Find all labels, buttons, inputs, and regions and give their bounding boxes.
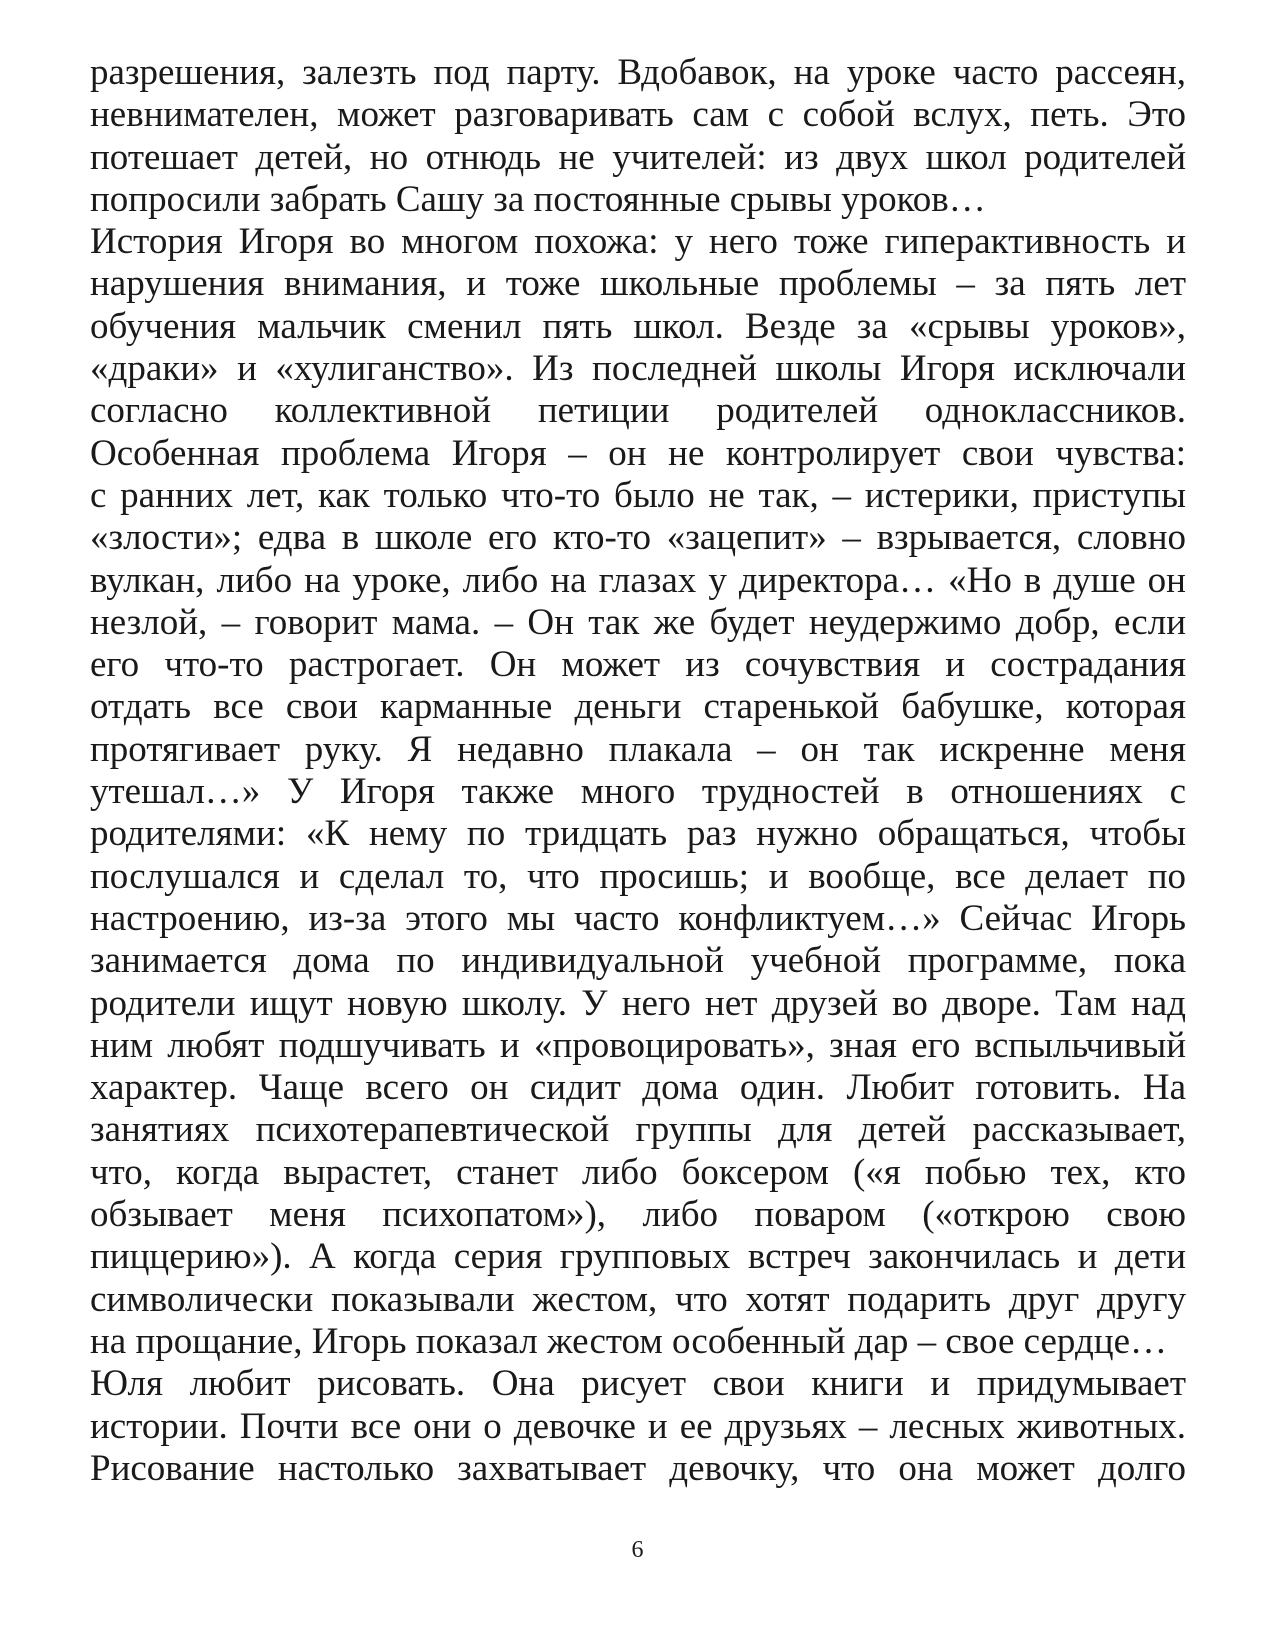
text-line: символически показывали жестом, что хотят подарить друг другу	[90, 1278, 1186, 1320]
text-line: Особенная проблема Игоря – он не контролирует свои чувства:	[90, 432, 1186, 474]
text-line: настроению, из-за этого мы часто конфликтуем…» Сейчас Игорь	[90, 897, 1186, 939]
text-line: его что-то растрогает. Он может из сочувствия и сострадания	[90, 644, 1186, 686]
text-line: «драки» и «хулиганство». Из последней школы Игоря исключали	[90, 348, 1186, 390]
text-line: истории. Почти все они о девочке и ее друзьях – лесных животных.	[90, 1405, 1186, 1447]
text-line: согласно коллективной петиции родителей одноклассников.	[90, 390, 1186, 432]
text-line: послушался и сделал то, что просишь; и вообще, все делает по	[90, 855, 1186, 897]
text-line: ним любят подшучивать и «провоцировать», зная его вспыльчивый	[90, 1024, 1186, 1066]
text-line: родителями: «К нему по тридцать раз нужно обращаться, чтобы	[90, 813, 1186, 855]
text-line: родители ищут новую школу. У него нет друзей во дворе. Там над	[90, 982, 1186, 1024]
text-line: нарушения внимания, и тоже школьные проблемы – за пять лет	[90, 263, 1186, 305]
body-text	[90, 52, 1186, 1490]
text-line: незлой, – говорит мама. – Он так же будет неудержимо добр, если	[90, 601, 1186, 643]
text-line: потешает детей, но отнюдь не учителей: из двух школ родителей	[90, 136, 1186, 178]
page-number: 6	[631, 1537, 644, 1563]
text-line: с ранних лет, как только что-то было не так, – истерики, приступы	[90, 474, 1186, 516]
text-line: «злости»; едва в школе его кто-то «зацепит» – взрывается, словно	[90, 517, 1186, 559]
text-line: что, когда вырастет, станет либо боксером («я побью тех, кто	[90, 1151, 1186, 1193]
text-line: характер. Чаще всего он сидит дома один. Любит готовить. На	[90, 1067, 1186, 1109]
text-line: невнимателен, может разговаривать сам с собой вслух, петь. Это	[90, 94, 1186, 136]
text-line: вулкан, либо на уроке, либо на глазах у директора… «Но в душе он	[90, 559, 1186, 601]
text-line: утешал…» У Игоря также много трудностей в отношениях с	[90, 771, 1186, 813]
text-line: пиццерию»). А когда серия групповых встреч закончилась и дети	[90, 1236, 1186, 1278]
text-line: занятиях психотерапевтической группы для детей рассказывает,	[90, 1109, 1186, 1151]
text-line: История Игоря во многом похожа: у него тоже гиперактивность и	[90, 221, 1186, 263]
text-line: разрешения, залезть под парту. Вдобавок, на уроке часто рассеян,	[90, 52, 1186, 93]
text-line: протягивает руку. Я недавно плакала – он так искренне меня	[90, 728, 1186, 770]
text-line: Рисование настолько захватывает девочку, что она может долго	[90, 1447, 1186, 1489]
text-line: обучения мальчик сменил пять школ. Везде за «срывы уроков»,	[90, 305, 1186, 347]
text-line: отдать все свои карманные деньги старенькой бабушке, которая	[90, 686, 1186, 728]
text-line: обзывает меня психопатом»), либо поваром («открою свою	[90, 1194, 1186, 1236]
text-line: Юля любит рисовать. Она рисует свои книги и придумывает	[90, 1363, 1186, 1405]
text-line: на прощание, Игорь показал жестом особенный дар – свое сердце…	[90, 1320, 1167, 1362]
text-line: попросили забрать Сашу за постоянные срывы уроков…	[90, 178, 986, 220]
text-line: занимается дома по индивидуальной учебной программе, пока	[90, 940, 1186, 982]
